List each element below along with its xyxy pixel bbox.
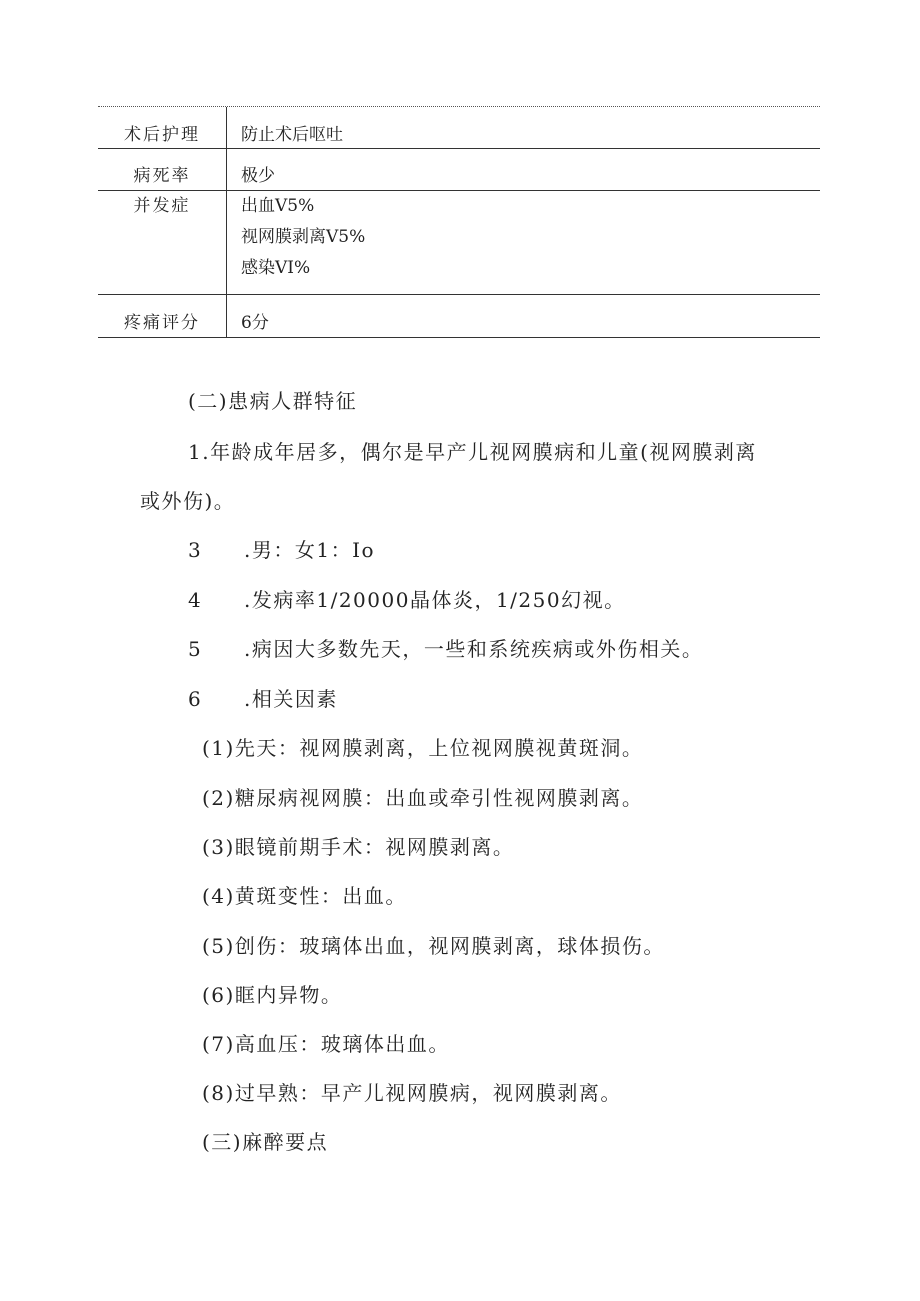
paragraph-line: 1.年龄成年居多，偶尔是早产儿视网膜病和儿童(视网膜剥离 [188, 440, 757, 464]
factor-item: (5)创伤：玻璃体出血，视网膜剥离，球体损伤。 [202, 934, 665, 958]
row-value [227, 295, 820, 337]
anesthesia-info-table [98, 106, 820, 338]
value-line: 极少 [241, 166, 275, 186]
row-label: 病死率 [98, 149, 227, 190]
list-item [188, 687, 338, 711]
value-line: 视网膜剥离V5% [241, 227, 366, 247]
row-label: 疼痛评分 [98, 295, 227, 337]
row-value [227, 107, 820, 148]
row-label: 术后护理 [98, 107, 227, 148]
item-text: .男：女1：Io [244, 538, 376, 562]
item-number: 5 [188, 637, 203, 661]
factor-item: (2)糖尿病视网膜：出血或牵引性视网膜剥离。 [202, 786, 644, 810]
item-number: 6 [188, 687, 203, 711]
value-line: 防止术后呕吐 [241, 125, 343, 145]
value-line: 出血V5% [241, 196, 315, 216]
item-number: 4 [188, 588, 203, 612]
row-value [227, 149, 820, 190]
factor-item: (4)黄斑变性：出血。 [202, 884, 407, 908]
value-line: 感染VI% [241, 258, 311, 278]
row-value [227, 191, 820, 294]
list-item [188, 637, 703, 661]
section-heading: (三)麻醉要点 [202, 1130, 329, 1154]
table-row [98, 149, 820, 191]
section-heading: (二)患病人群特征 [188, 389, 358, 413]
row-label: 并发症 [98, 191, 227, 294]
paragraph-line: 或外伤)。 [140, 489, 236, 513]
factor-item: (6)眶内异物。 [202, 983, 343, 1007]
table-row [98, 191, 820, 295]
item-text: .病因大多数先天，一些和系统疾病或外伤相关。 [244, 637, 704, 661]
factor-item: (1)先天：视网膜剥离，上位视网膜视黄斑洞。 [202, 736, 644, 760]
table-row [98, 295, 820, 338]
item-text: .相关因素 [244, 687, 338, 711]
factor-item: (8)过早熟：早产儿视网膜病，视网膜剥离。 [202, 1081, 622, 1105]
table-row [98, 107, 820, 149]
item-number: 3 [188, 538, 203, 562]
factor-item: (3)眼镜前期手术：视网膜剥离。 [202, 835, 515, 859]
list-item [188, 538, 375, 562]
value-line: 6分 [241, 313, 269, 333]
item-text: .发病率1/20000晶体炎，1/250幻视。 [244, 588, 626, 612]
list-item [188, 588, 626, 612]
factor-item: (7)高血压：玻璃体出血。 [202, 1032, 450, 1056]
